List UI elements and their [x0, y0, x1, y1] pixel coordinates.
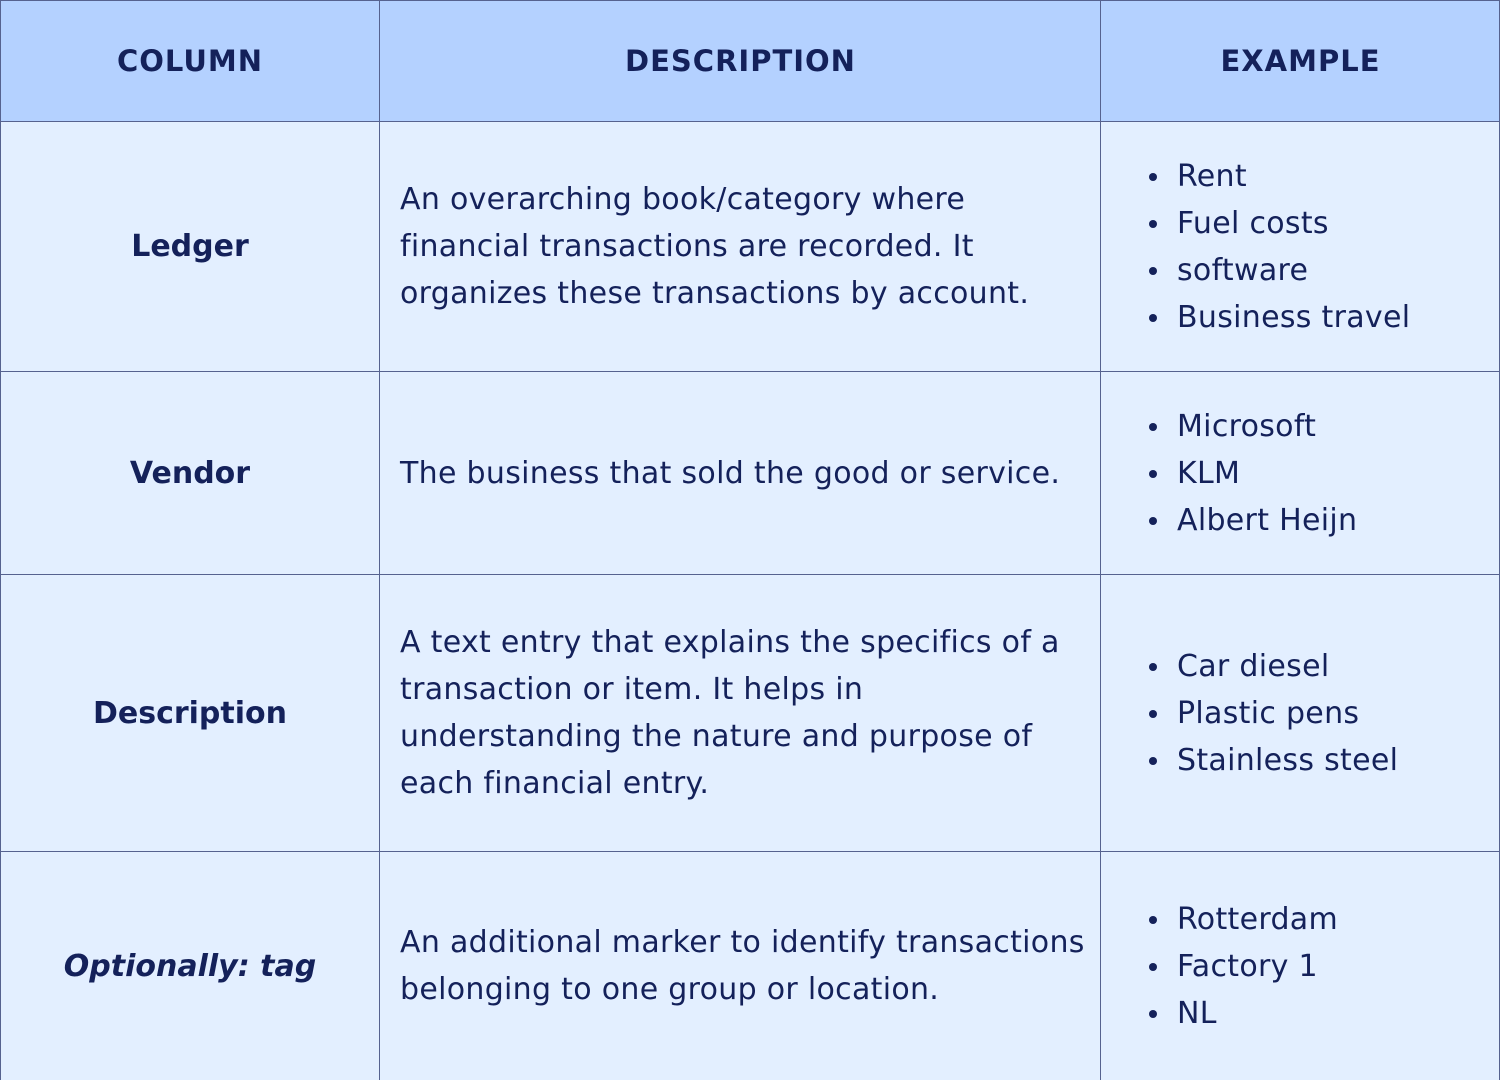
row-divider — [0, 574, 1500, 575]
header-example — [1101, 0, 1500, 121]
list-item — [1149, 690, 1398, 737]
bullet-icon — [1149, 314, 1157, 322]
column-divider — [0, 0, 1, 1080]
row-name-label: Description — [92, 695, 288, 731]
row-divider — [0, 371, 1500, 372]
bullet-icon — [1149, 963, 1157, 971]
row-examples-description — [1101, 575, 1500, 851]
bullet-icon — [1149, 173, 1157, 181]
row-examples-ledger — [1101, 122, 1500, 371]
example-text: Business travel — [1177, 299, 1411, 335]
example-text: Rotterdam — [1177, 901, 1338, 937]
row-examples-tag — [1101, 852, 1500, 1080]
list-item — [1149, 450, 1357, 497]
row-description-description — [380, 575, 1101, 851]
row-name-tag — [0, 852, 380, 1080]
header-description — [380, 0, 1101, 121]
example-text: KLM — [1177, 455, 1241, 491]
row-description-text: A text entry that explains the specifics of a transaction or item. It helps in understanding the nature and purpose of each financial entry. — [400, 625, 1060, 801]
row-name-label: Ledger — [131, 229, 249, 264]
column-divider — [1100, 0, 1101, 1080]
bullet-icon — [1149, 267, 1157, 275]
row-description-text: An overarching book/category where financial transactions are recorded. It organizes these transactions by account. — [400, 182, 1030, 311]
example-text: Stainless steel — [1177, 742, 1399, 778]
row-name-vendor — [0, 372, 380, 574]
examples-list — [1149, 153, 1410, 341]
row-name-label: Vendor — [129, 455, 251, 491]
list-item — [1149, 247, 1410, 294]
row-divider — [0, 121, 1500, 122]
list-item — [1149, 737, 1398, 784]
row-description-text: An additional marker to identify transactions belonging to one group or location. — [400, 925, 1085, 1007]
row-description-tag — [380, 852, 1101, 1080]
header-example-label: EXAMPLE — [1220, 43, 1381, 78]
list-item — [1149, 896, 1338, 943]
bullet-icon — [1149, 1010, 1157, 1018]
example-text: software — [1177, 252, 1309, 288]
list-item — [1149, 497, 1357, 544]
bullet-icon — [1149, 663, 1157, 671]
row-examples-vendor — [1101, 372, 1500, 574]
list-item — [1149, 943, 1338, 990]
example-text: Plastic pens — [1177, 695, 1360, 731]
header-description-label: DESCRIPTION — [625, 43, 856, 78]
list-item — [1149, 294, 1410, 341]
examples-list — [1149, 643, 1398, 784]
header-column — [0, 0, 380, 121]
column-divider — [379, 0, 380, 1080]
list-item — [1149, 643, 1398, 690]
row-name-description — [0, 575, 380, 851]
example-text: Car diesel — [1177, 648, 1330, 684]
row-divider — [0, 851, 1500, 852]
list-item — [1149, 200, 1410, 247]
example-text: Albert Heijn — [1177, 502, 1358, 538]
row-name-label: Optionally: tag — [63, 948, 317, 984]
bullet-icon — [1149, 423, 1157, 431]
row-divider — [0, 0, 1500, 1]
list-item — [1149, 403, 1357, 450]
examples-list — [1149, 896, 1338, 1037]
list-item — [1149, 153, 1410, 200]
example-text: Factory 1 — [1177, 948, 1318, 984]
example-text: Rent — [1177, 158, 1247, 194]
bullet-icon — [1149, 220, 1157, 228]
examples-list — [1149, 403, 1357, 544]
bullet-icon — [1149, 470, 1157, 478]
list-item — [1149, 990, 1338, 1037]
row-description-text: The business that sold the good or service. — [400, 455, 1061, 491]
row-description-ledger — [380, 122, 1101, 371]
row-name-ledger — [0, 122, 380, 371]
example-text: Fuel costs — [1177, 205, 1329, 241]
row-description-vendor — [380, 372, 1101, 574]
bullet-icon — [1149, 757, 1157, 765]
bullet-icon — [1149, 710, 1157, 718]
example-text: NL — [1177, 995, 1217, 1031]
bullet-icon — [1149, 916, 1157, 924]
example-text: Microsoft — [1177, 408, 1317, 444]
header-column-label: COLUMN — [116, 43, 264, 78]
bullet-icon — [1149, 517, 1157, 525]
